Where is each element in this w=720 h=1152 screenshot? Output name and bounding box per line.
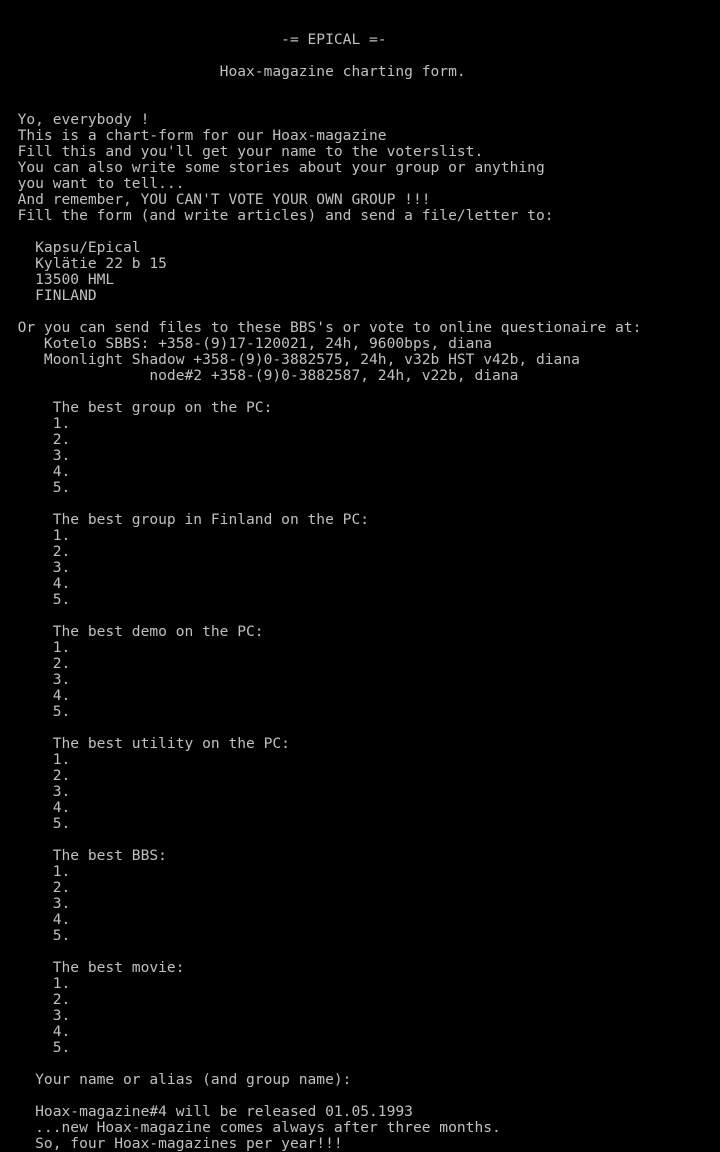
- terminal-line: 3.: [0, 1007, 71, 1024]
- terminal-line: Or you can send files to these BBS's or vote to online questionaire at:: [0, 319, 642, 336]
- terminal-line: 2.: [0, 543, 71, 560]
- terminal-line: Hoax-magazine charting form.: [0, 63, 466, 80]
- terminal-line: 4.: [0, 463, 71, 480]
- terminal-line: ...new Hoax-magazine comes always after three months.: [0, 1119, 501, 1136]
- terminal-line: you want to tell...: [0, 175, 185, 192]
- terminal-line: 1.: [0, 751, 71, 768]
- terminal-line: 2.: [0, 991, 71, 1008]
- terminal-line: 3.: [0, 895, 71, 912]
- terminal-line: Fill the form (and write articles) and send a file/letter to:: [0, 207, 554, 224]
- terminal-line: 2.: [0, 879, 71, 896]
- terminal-line: Fill this and you'll get your name to the voterslist.: [0, 143, 484, 160]
- terminal-line: 1.: [0, 975, 71, 992]
- terminal-line: FINLAND: [0, 287, 97, 304]
- terminal-line: The best movie:: [0, 959, 185, 976]
- terminal-line: Kotelo SBBS: +358-(9)17-120021, 24h, 9600bps, diana: [0, 335, 493, 352]
- terminal-line: 3.: [0, 447, 71, 464]
- terminal-line: -= EPICAL =-: [0, 31, 387, 48]
- terminal-line: 3.: [0, 671, 71, 688]
- terminal-line: Kylätie 22 b 15: [0, 255, 167, 272]
- terminal-line: Your name or alias (and group name):: [0, 1071, 352, 1088]
- terminal-line: 1.: [0, 415, 71, 432]
- terminal-line: 3.: [0, 783, 71, 800]
- terminal-line: 1.: [0, 863, 71, 880]
- terminal-line: 4.: [0, 575, 71, 592]
- terminal-line: Hoax-magazine#4 will be released 01.05.1993: [0, 1103, 413, 1120]
- terminal-line: 1.: [0, 639, 71, 656]
- terminal-line: 5.: [0, 591, 71, 608]
- terminal-line: Moonlight Shadow +358-(9)0-3882575, 24h, v32b HST v42b, diana: [0, 351, 580, 368]
- terminal-line: 4.: [0, 799, 71, 816]
- terminal-line: 13500 HML: [0, 271, 115, 288]
- terminal-line: 3.: [0, 559, 71, 576]
- terminal-line: 5.: [0, 703, 71, 720]
- terminal-line: 2.: [0, 655, 71, 672]
- terminal-line: 5.: [0, 479, 71, 496]
- terminal-line: You can also write some stories about your group or anything: [0, 159, 545, 176]
- terminal-line: Kapsu/Epical: [0, 239, 141, 256]
- terminal-line: node#2 +358-(9)0-3882587, 24h, v22b, diana: [0, 367, 519, 384]
- terminal-line: 4.: [0, 687, 71, 704]
- terminal-line: The best group in Finland on the PC:: [0, 511, 370, 528]
- terminal-line: 5.: [0, 1039, 71, 1056]
- terminal-line: The best demo on the PC:: [0, 623, 264, 640]
- terminal-line: So, four Hoax-magazines per year!!!: [0, 1135, 343, 1152]
- terminal-line: This is a chart-form for our Hoax-magazine: [0, 127, 387, 144]
- terminal-line: 1.: [0, 527, 71, 544]
- terminal-line: 2.: [0, 431, 71, 448]
- terminal-line: 5.: [0, 815, 71, 832]
- terminal-line: 5.: [0, 927, 71, 944]
- terminal-line: Yo, everybody !: [0, 111, 150, 128]
- terminal-line: The best BBS:: [0, 847, 167, 864]
- terminal-line: The best group on the PC:: [0, 399, 273, 416]
- terminal-line: And remember, YOU CAN'T VOTE YOUR OWN GROUP !!!: [0, 191, 431, 208]
- terminal-line: 2.: [0, 767, 71, 784]
- terminal-line: 4.: [0, 1023, 71, 1040]
- terminal-line: The best utility on the PC:: [0, 735, 290, 752]
- terminal-line: 4.: [0, 911, 71, 928]
